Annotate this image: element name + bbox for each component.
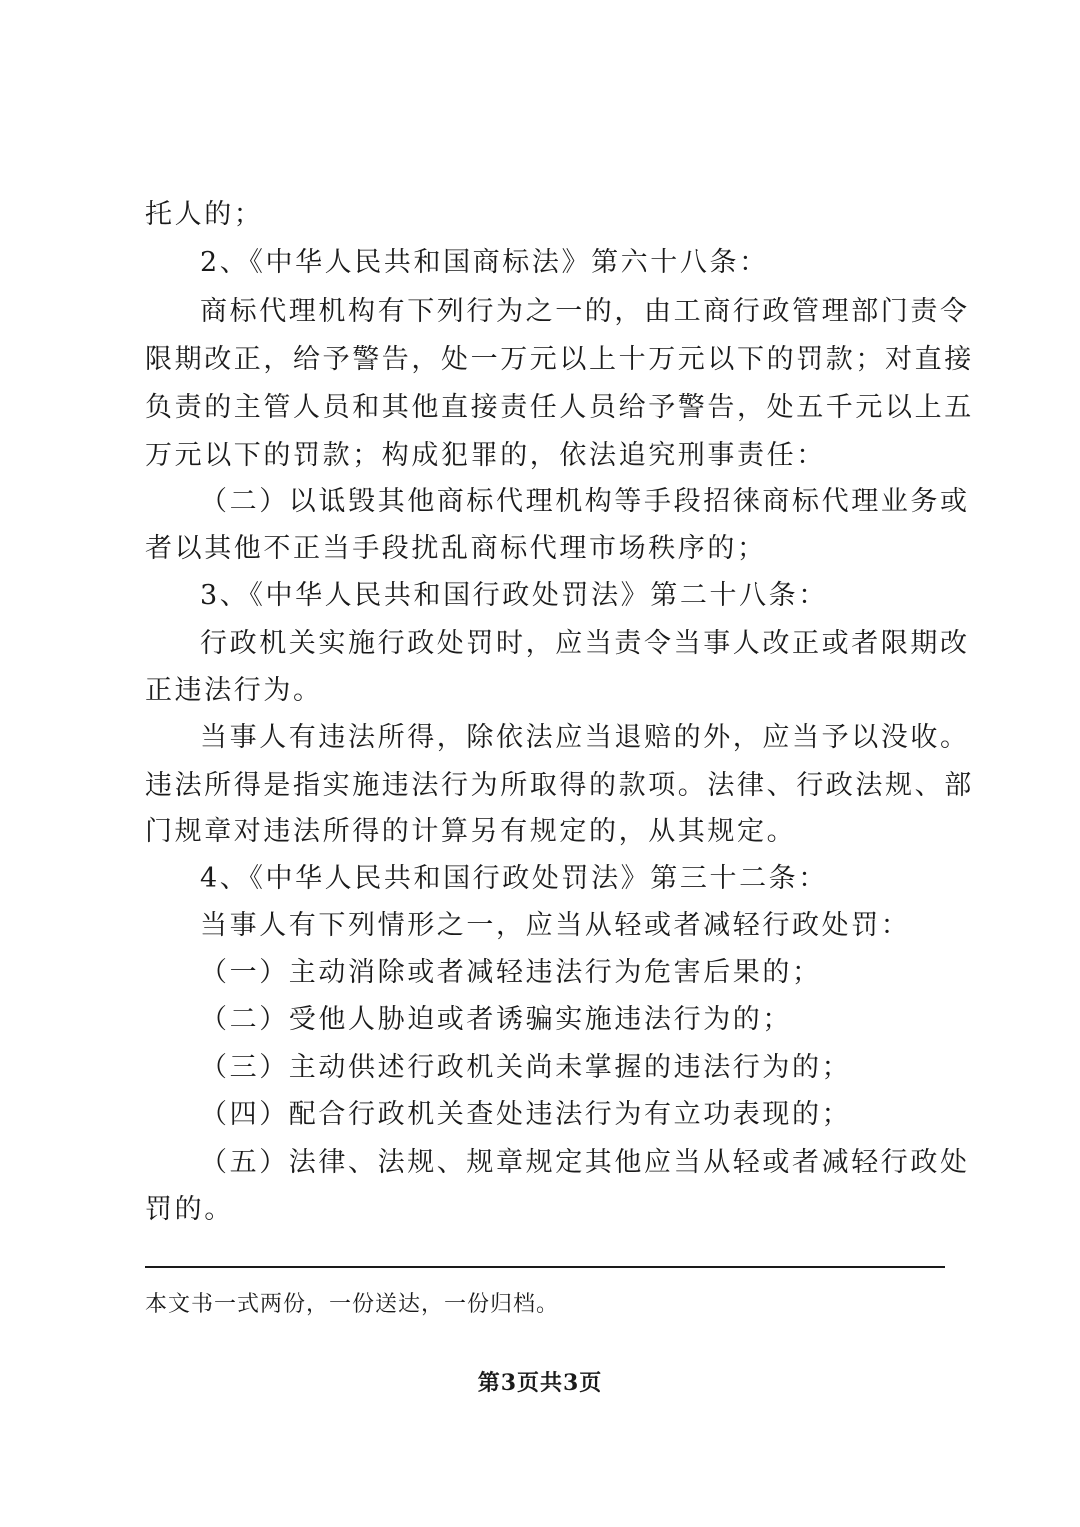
body-line: （三）主动供述行政机关尚未掌握的违法行为的；: [200, 1052, 852, 1083]
body-line: 限期改正，给予警告，处一万元以上十万元以下的罚款；对直接: [145, 344, 974, 375]
body-line: 行政机关实施行政处罚时，应当责令当事人改正或者限期改: [200, 628, 970, 659]
body-line: 2、《中华人民共和国商标法》第六十八条：: [200, 247, 769, 278]
body-line: 者以其他不正当手段扰乱商标代理市场秩序的；: [145, 533, 767, 564]
body-line: 万元以下的罚款；构成犯罪的，依法追究刑事责任：: [145, 440, 826, 471]
footnote: 本文书一式两份，一份送达，一份归档。: [145, 1292, 560, 1317]
body-line: 正违法行为。: [145, 675, 323, 706]
body-line: 违法所得是指实施违法行为所取得的款项。法律、行政法规、部: [145, 770, 974, 801]
body-line: （五）法律、法规、规章规定其他应当从轻或者减轻行政处: [200, 1147, 970, 1178]
body-line: （四）配合行政机关查处违法行为有立功表现的；: [200, 1099, 852, 1130]
body-line: 门规章对违法所得的计算另有规定的，从其规定。: [145, 816, 797, 847]
body-line: 4、《中华人民共和国行政处罚法》第三十二条：: [200, 863, 828, 894]
body-line: 当事人有下列情形之一，应当从轻或者减轻行政处罚：: [200, 910, 911, 941]
body-line: （二）以诋毁其他商标代理机构等手段招徕商标代理业务或: [200, 486, 970, 517]
body-line: （一）主动消除或者减轻违法行为危害后果的；: [200, 957, 822, 988]
footer-divider: [145, 1266, 945, 1268]
page-number: 第3页共3页: [477, 1370, 603, 1396]
body-line: 负责的主管人员和其他直接责任人员给予警告，处五千元以上五: [145, 392, 974, 423]
body-line: 商标代理机构有下列行为之一的，由工商行政管理部门责令: [200, 296, 970, 327]
body-line: 罚的。: [145, 1194, 234, 1225]
body-line: 当事人有违法所得，除依法应当退赔的外，应当予以没收。: [200, 722, 970, 753]
body-line: 托人的；: [145, 199, 264, 230]
body-line: 3、《中华人民共和国行政处罚法》第二十八条：: [200, 580, 828, 611]
body-line: （二）受他人胁迫或者诱骗实施违法行为的；: [200, 1004, 792, 1035]
